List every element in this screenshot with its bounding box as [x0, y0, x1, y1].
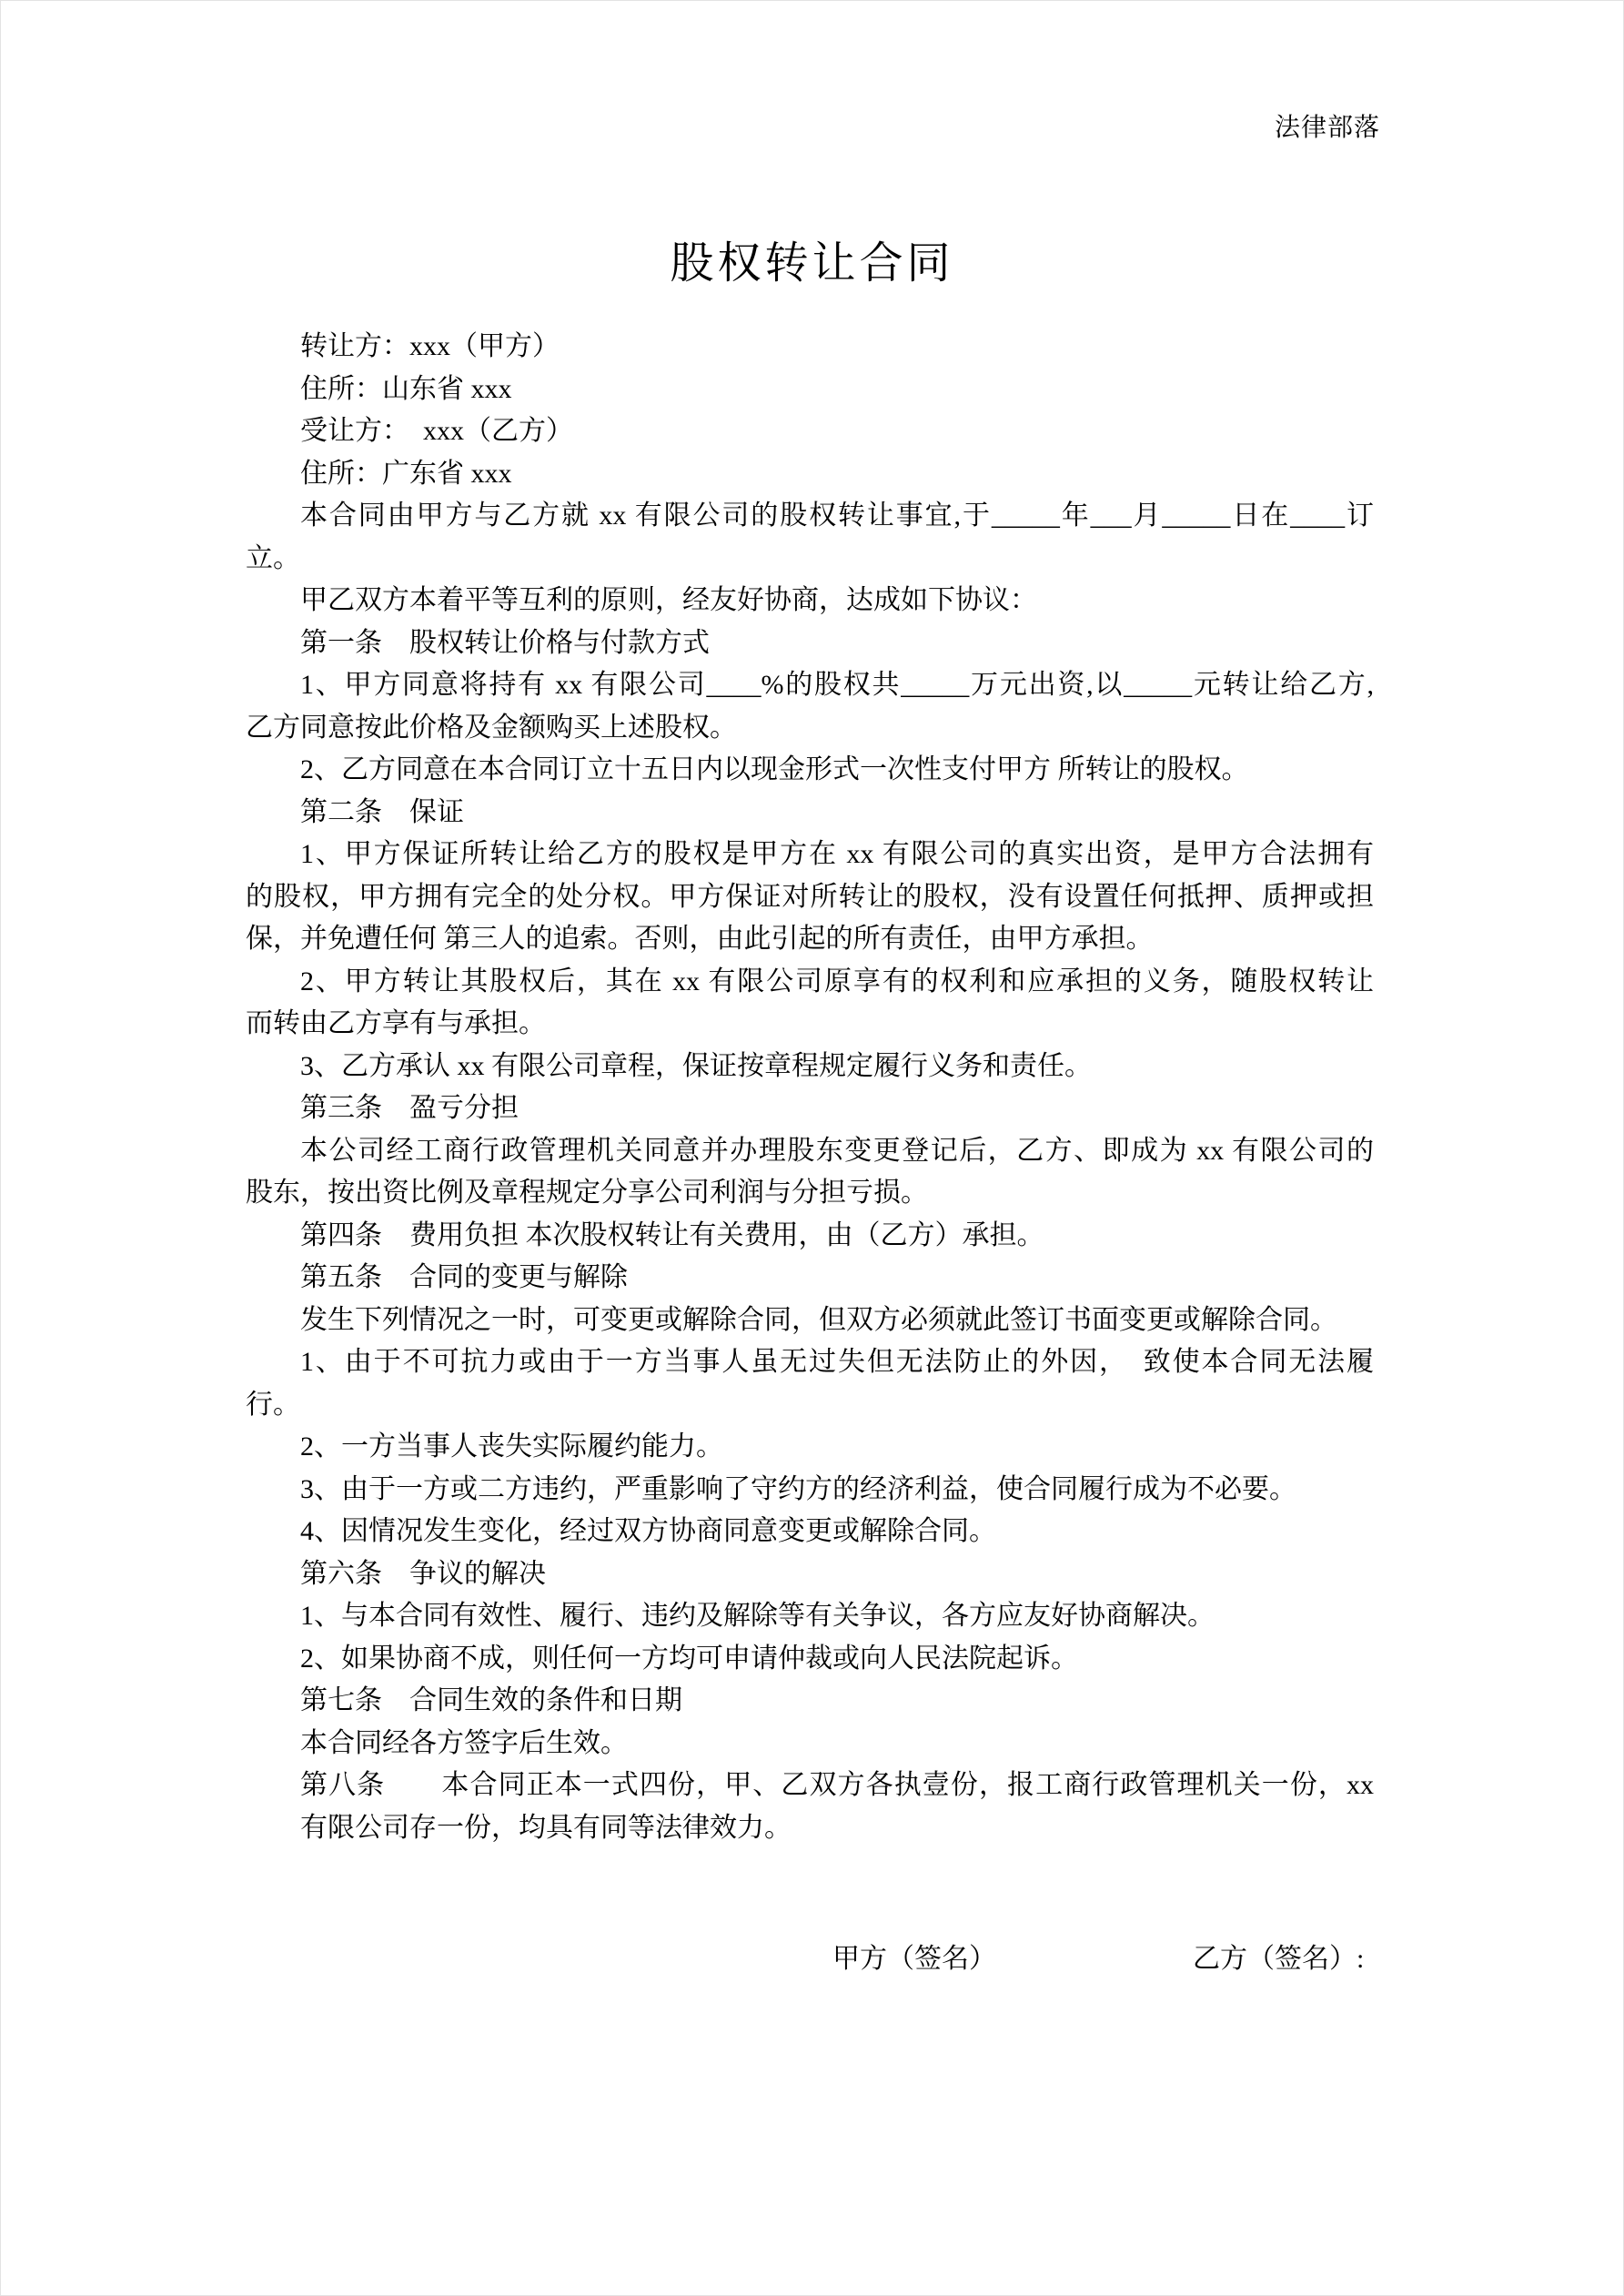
- party-b-address-line: 住所：广东省 xxx: [300, 458, 512, 489]
- party-b-signature-label: 乙方（签名）:: [1193, 1944, 1365, 1974]
- watermark-brand: 法律部落: [1274, 114, 1380, 142]
- clause-5-heading: 第五条 合同的变更与解除: [300, 1262, 628, 1292]
- clause-3-body-line-2: 股东，按出资比例及章程规定分享公司利润与分担亏损。: [246, 1178, 928, 1208]
- clause-2-item-2-line-1: 2、甲方转让其股权后，其在 xx 有限公司原享有的权利和应承担的义务，随股权转让: [300, 966, 1374, 996]
- clause-2-item-3: 3、乙方承认 xx 有限公司章程，保证按章程规定履行义务和责任。: [300, 1050, 1092, 1081]
- clause-5-item-4: 4、因情况发生变化，经过双方协商同意变更或解除合同。: [300, 1516, 996, 1546]
- clause-5-item-1-line-2: 行。: [246, 1389, 300, 1420]
- clause-2-item-1-line-1: 1、甲方保证所转让给乙方的股权是甲方在 xx 有限公司的真实出资，是甲方合法拥有: [300, 839, 1374, 869]
- clause-6-item-1: 1、与本合同有效性、履行、违约及解除等有关争议，各方应友好协商解决。: [300, 1601, 1215, 1631]
- clause-8-line-1: 第八条 本合同正本一式四份，甲、乙双方各执壹份，报工商行政管理机关一份，xx: [300, 1770, 1374, 1800]
- party-a-name-line: 转让方：xxx（甲方）: [300, 331, 560, 361]
- clause-1-item-1-line-1: 1、甲方同意将持有 xx 有限公司____%的股权共_____万元出资,以_____元转让给乙方,: [300, 670, 1374, 700]
- document-title: 股权转让合同: [670, 239, 954, 288]
- clause-1-item-2: 2、乙方同意在本合同订立十五日内以现金形式一次性支付甲方 所转让的股权。: [300, 754, 1249, 784]
- contract-body: [246, 326, 1374, 1981]
- clause-2-heading: 第二条 保证: [300, 796, 464, 827]
- party-a-address-line: 住所：山东省 xxx: [300, 373, 512, 404]
- clause-5-item-1-line-1: 1、由于不可抗力或由于一方当事人虽无过失但无法防止的外因， 致使本合同无法履: [300, 1347, 1374, 1377]
- clause-3-body-line-1: 本公司经工商行政管理机关同意并办理股东变更登记后，乙方、即成为 xx 有限公司的: [300, 1135, 1374, 1166]
- party-a-signature-label: 甲方（签名）: [832, 1944, 996, 1974]
- clause-2-item-1-line-2: 的股权，甲方拥有完全的处分权。甲方保证对所转让的股权，没有设置任何抵押、质押或担: [246, 881, 1374, 912]
- preamble-line-2: 立。: [246, 542, 300, 573]
- clause-6-item-2: 2、如果协商不成，则任何一方均可申请仲裁或向人民法院起诉。: [300, 1643, 1078, 1674]
- clause-6-heading: 第六条 争议的解决: [300, 1558, 546, 1589]
- clause-1-item-1-line-2: 乙方同意按此价格及金额购买上述股权。: [246, 712, 737, 743]
- preamble-line-1: 本合同由甲方与乙方就 xx 有限公司的股权转让事宜,于_____年___月_____日在____订: [300, 501, 1374, 531]
- clause-5-intro: 发生下列情况之一时，可变更或解除合同，但双方必须就此签订书面变更或解除合同。: [300, 1304, 1337, 1335]
- clause-4-line: 第四条 费用负担 本次股权转让有关费用，由（乙方）承担。: [300, 1219, 1044, 1250]
- clause-3-heading: 第三条 盈亏分担: [300, 1093, 519, 1123]
- agreement-intro: 甲乙双方本着平等互利的原则，经友好协商，达成如下协议：: [300, 585, 1037, 615]
- clause-2-item-1-line-3: 保，并免遭任何 第三人的追索。否则，由此引起的所有责任，由甲方承担。: [246, 924, 1154, 954]
- clause-7-heading: 第七条 合同生效的条件和日期: [300, 1685, 682, 1715]
- clause-7-body: 本合同经各方签字后生效。: [300, 1727, 628, 1758]
- clause-2-item-2-line-2: 而转由乙方享有与承担。: [246, 1008, 546, 1038]
- party-b-name-line: 受让方： xxx（乙方）: [300, 416, 573, 446]
- clause-1-heading: 第一条 股权转让价格与付款方式: [300, 627, 710, 658]
- clause-5-item-3: 3、由于一方或二方违约，严重影响了守约方的经济利益，使合同履行成为不必要。: [300, 1473, 1296, 1504]
- clause-8-line-2: 有限公司存一份，均具有同等法律效力。: [300, 1812, 792, 1843]
- signature-row: [246, 1938, 1374, 1981]
- clause-5-item-2: 2、一方当事人丧失实际履约能力。: [300, 1431, 723, 1462]
